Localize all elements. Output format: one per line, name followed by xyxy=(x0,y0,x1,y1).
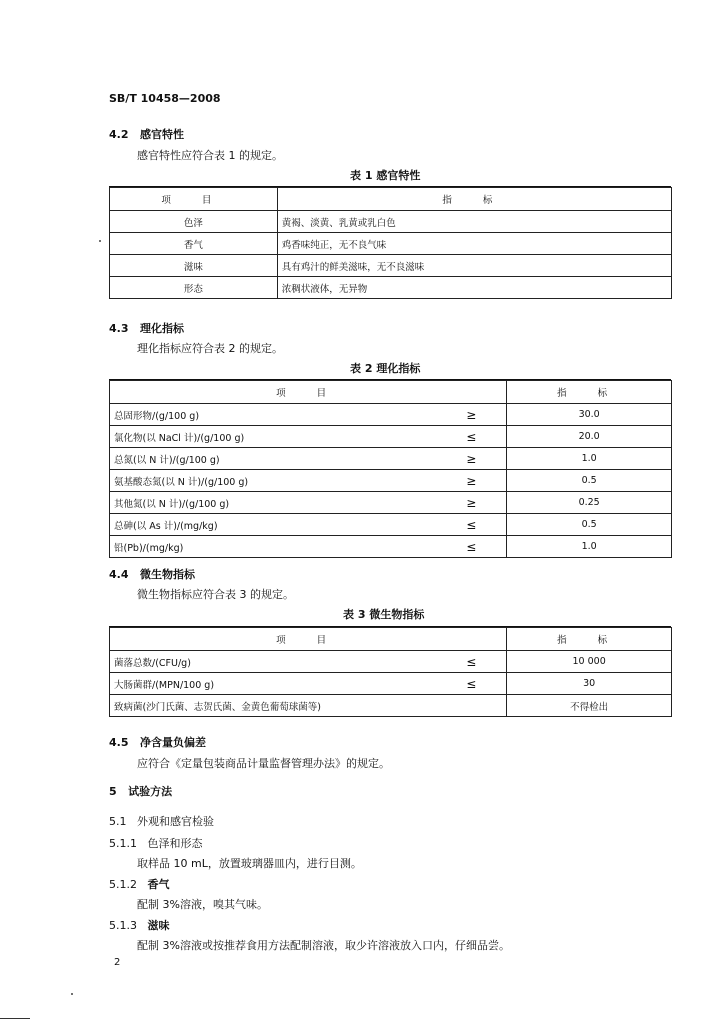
scan-edge-line xyxy=(0,1018,30,1019)
table-row xyxy=(110,448,672,470)
table-cell-operator: ≥ xyxy=(397,448,507,470)
section-title: 滋味 xyxy=(147,919,170,932)
section-4-2-heading xyxy=(109,126,184,142)
section-5-heading xyxy=(109,783,172,799)
table-cell-value: 0.5 xyxy=(507,514,672,536)
table-cell-item: 氨基酸态氮(以 N 计)/(g/100 g) xyxy=(110,470,397,492)
table-cell-value: 30.0 xyxy=(507,404,672,426)
table-3 xyxy=(109,627,672,717)
section-title: 香气 xyxy=(147,878,170,891)
table-cell-item: 总氮(以 N 计)/(g/100 g) xyxy=(110,448,397,470)
table-cell-operator xyxy=(397,695,507,717)
table-cell-value: 具有鸡汁的鲜美滋味，无不良滋味 xyxy=(277,255,671,277)
section-5-1-3-text: 配制 3%溶液或按推荐食用方法配制溶液，取少许溶液放入口内，仔细品尝。 xyxy=(137,939,510,952)
section-title: 外观和感官检验 xyxy=(137,815,214,828)
page-number: 2 xyxy=(114,957,121,968)
table-row xyxy=(110,277,672,299)
scan-speck xyxy=(99,240,101,242)
scan-speck xyxy=(71,993,73,995)
table-header-item: 项 目 xyxy=(110,381,507,404)
table-row xyxy=(110,426,672,448)
section-title: 净含量负偏差 xyxy=(140,736,206,749)
section-5-1-1-text: 取样品 10 mL，放置玻璃器皿内，进行目测。 xyxy=(137,857,362,870)
table-cell-item: 形态 xyxy=(110,277,278,299)
section-4-3-heading xyxy=(109,320,184,336)
section-4-5-heading xyxy=(109,734,206,750)
table-header-row xyxy=(110,188,672,211)
section-4-4-heading xyxy=(109,566,195,582)
table-cell-value: 鸡香味纯正，无不良气味 xyxy=(277,233,671,255)
table-header-item: 项 目 xyxy=(110,628,507,651)
table-cell-operator: ≤ xyxy=(397,426,507,448)
table-cell-item: 大肠菌群/(MPN/100 g) xyxy=(110,673,397,695)
table-row xyxy=(110,211,672,233)
table-header-index: 指 标 xyxy=(507,628,672,651)
table-cell-operator: ≤ xyxy=(397,536,507,558)
table-cell-operator: ≤ xyxy=(397,673,507,695)
table-cell-value: 0.25 xyxy=(507,492,672,514)
section-5-1-1-heading xyxy=(109,835,203,851)
section-title: 感官特性 xyxy=(140,128,184,141)
table-cell-item: 氯化物(以 NaCl 计)/(g/100 g) xyxy=(110,426,397,448)
table-cell-value: 30 xyxy=(507,673,672,695)
section-5-1-3-heading xyxy=(109,917,170,933)
section-number: 4.3 xyxy=(109,322,129,335)
table-cell-item: 其他氮(以 N 计)/(g/100 g) xyxy=(110,492,397,514)
table-2-title: 表 2 理化指标 xyxy=(350,362,421,375)
table-cell-item: 菌落总数/(CFU/g) xyxy=(110,651,397,673)
table-cell-operator: ≥ xyxy=(397,492,507,514)
section-4-3-intro: 理化指标应符合表 2 的规定。 xyxy=(137,342,283,355)
section-number: 5.1 xyxy=(109,815,127,828)
section-4-4-intro: 微生物指标应符合表 3 的规定。 xyxy=(137,588,294,601)
table-header-index: 指 标 xyxy=(507,381,672,404)
section-number: 5.1.1 xyxy=(109,837,137,850)
table-row xyxy=(110,536,672,558)
table-row xyxy=(110,651,672,673)
doc-number: SB/T 10458—2008 xyxy=(109,92,221,105)
table-cell-operator: ≤ xyxy=(397,651,507,673)
table-row xyxy=(110,404,672,426)
table-cell-item: 总固形物/(g/100 g) xyxy=(110,404,397,426)
table-cell-value: 1.0 xyxy=(507,536,672,558)
table-cell-value: 10 000 xyxy=(507,651,672,673)
table-cell-value: 1.0 xyxy=(507,448,672,470)
table-row xyxy=(110,255,672,277)
table-cell-value: 0.5 xyxy=(507,470,672,492)
table-row xyxy=(110,233,672,255)
table-row xyxy=(110,673,672,695)
table-cell-item: 色泽 xyxy=(110,211,278,233)
table-1 xyxy=(109,187,672,299)
section-5-1-heading xyxy=(109,813,214,829)
table-3-title: 表 3 微生物指标 xyxy=(343,608,425,621)
table-header-row xyxy=(110,381,672,404)
table-cell-item: 总砷(以 As 计)/(mg/kg) xyxy=(110,514,397,536)
table-cell-operator: ≥ xyxy=(397,470,507,492)
table-row xyxy=(110,695,672,717)
table-cell-item: 铅(Pb)/(mg/kg) xyxy=(110,536,397,558)
section-number: 5.1.3 xyxy=(109,919,137,932)
section-title: 色泽和形态 xyxy=(147,837,203,850)
section-number: 5.1.2 xyxy=(109,878,137,891)
section-number: 5 xyxy=(109,785,117,798)
section-number: 4.2 xyxy=(109,128,129,141)
table-cell-value: 黄褐、淡黄、乳黄或乳白色 xyxy=(277,211,671,233)
table-cell-value: 20.0 xyxy=(507,426,672,448)
section-4-2-intro: 感官特性应符合表 1 的规定。 xyxy=(137,149,283,162)
table-row xyxy=(110,514,672,536)
table-header-item: 项 目 xyxy=(110,188,278,211)
table-row xyxy=(110,470,672,492)
section-title: 微生物指标 xyxy=(140,568,195,581)
table-cell-item: 滋味 xyxy=(110,255,278,277)
table-header-row xyxy=(110,628,672,651)
table-cell-item: 致病菌(沙门氏菌、志贺氏菌、金黄色葡萄球菌等) xyxy=(110,695,397,717)
table-cell-operator: ≤ xyxy=(397,514,507,536)
table-row xyxy=(110,492,672,514)
table-cell-value: 不得检出 xyxy=(507,695,672,717)
table-1-title: 表 1 感官特性 xyxy=(350,169,421,182)
section-4-5-text: 应符合《定量包装商品计量监督管理办法》的规定。 xyxy=(137,757,390,770)
table-cell-item: 香气 xyxy=(110,233,278,255)
section-5-1-2-text: 配制 3%溶液，嗅其气味。 xyxy=(137,898,268,911)
table-2 xyxy=(109,380,672,558)
table-header-index: 指 标 xyxy=(277,188,671,211)
section-title: 试验方法 xyxy=(128,785,173,798)
section-number: 4.4 xyxy=(109,568,129,581)
table-cell-operator: ≥ xyxy=(397,404,507,426)
section-number: 4.5 xyxy=(109,736,129,749)
table-cell-value: 浓稠状液体，无异物 xyxy=(277,277,671,299)
section-5-1-2-heading xyxy=(109,876,170,892)
section-title: 理化指标 xyxy=(140,322,184,335)
